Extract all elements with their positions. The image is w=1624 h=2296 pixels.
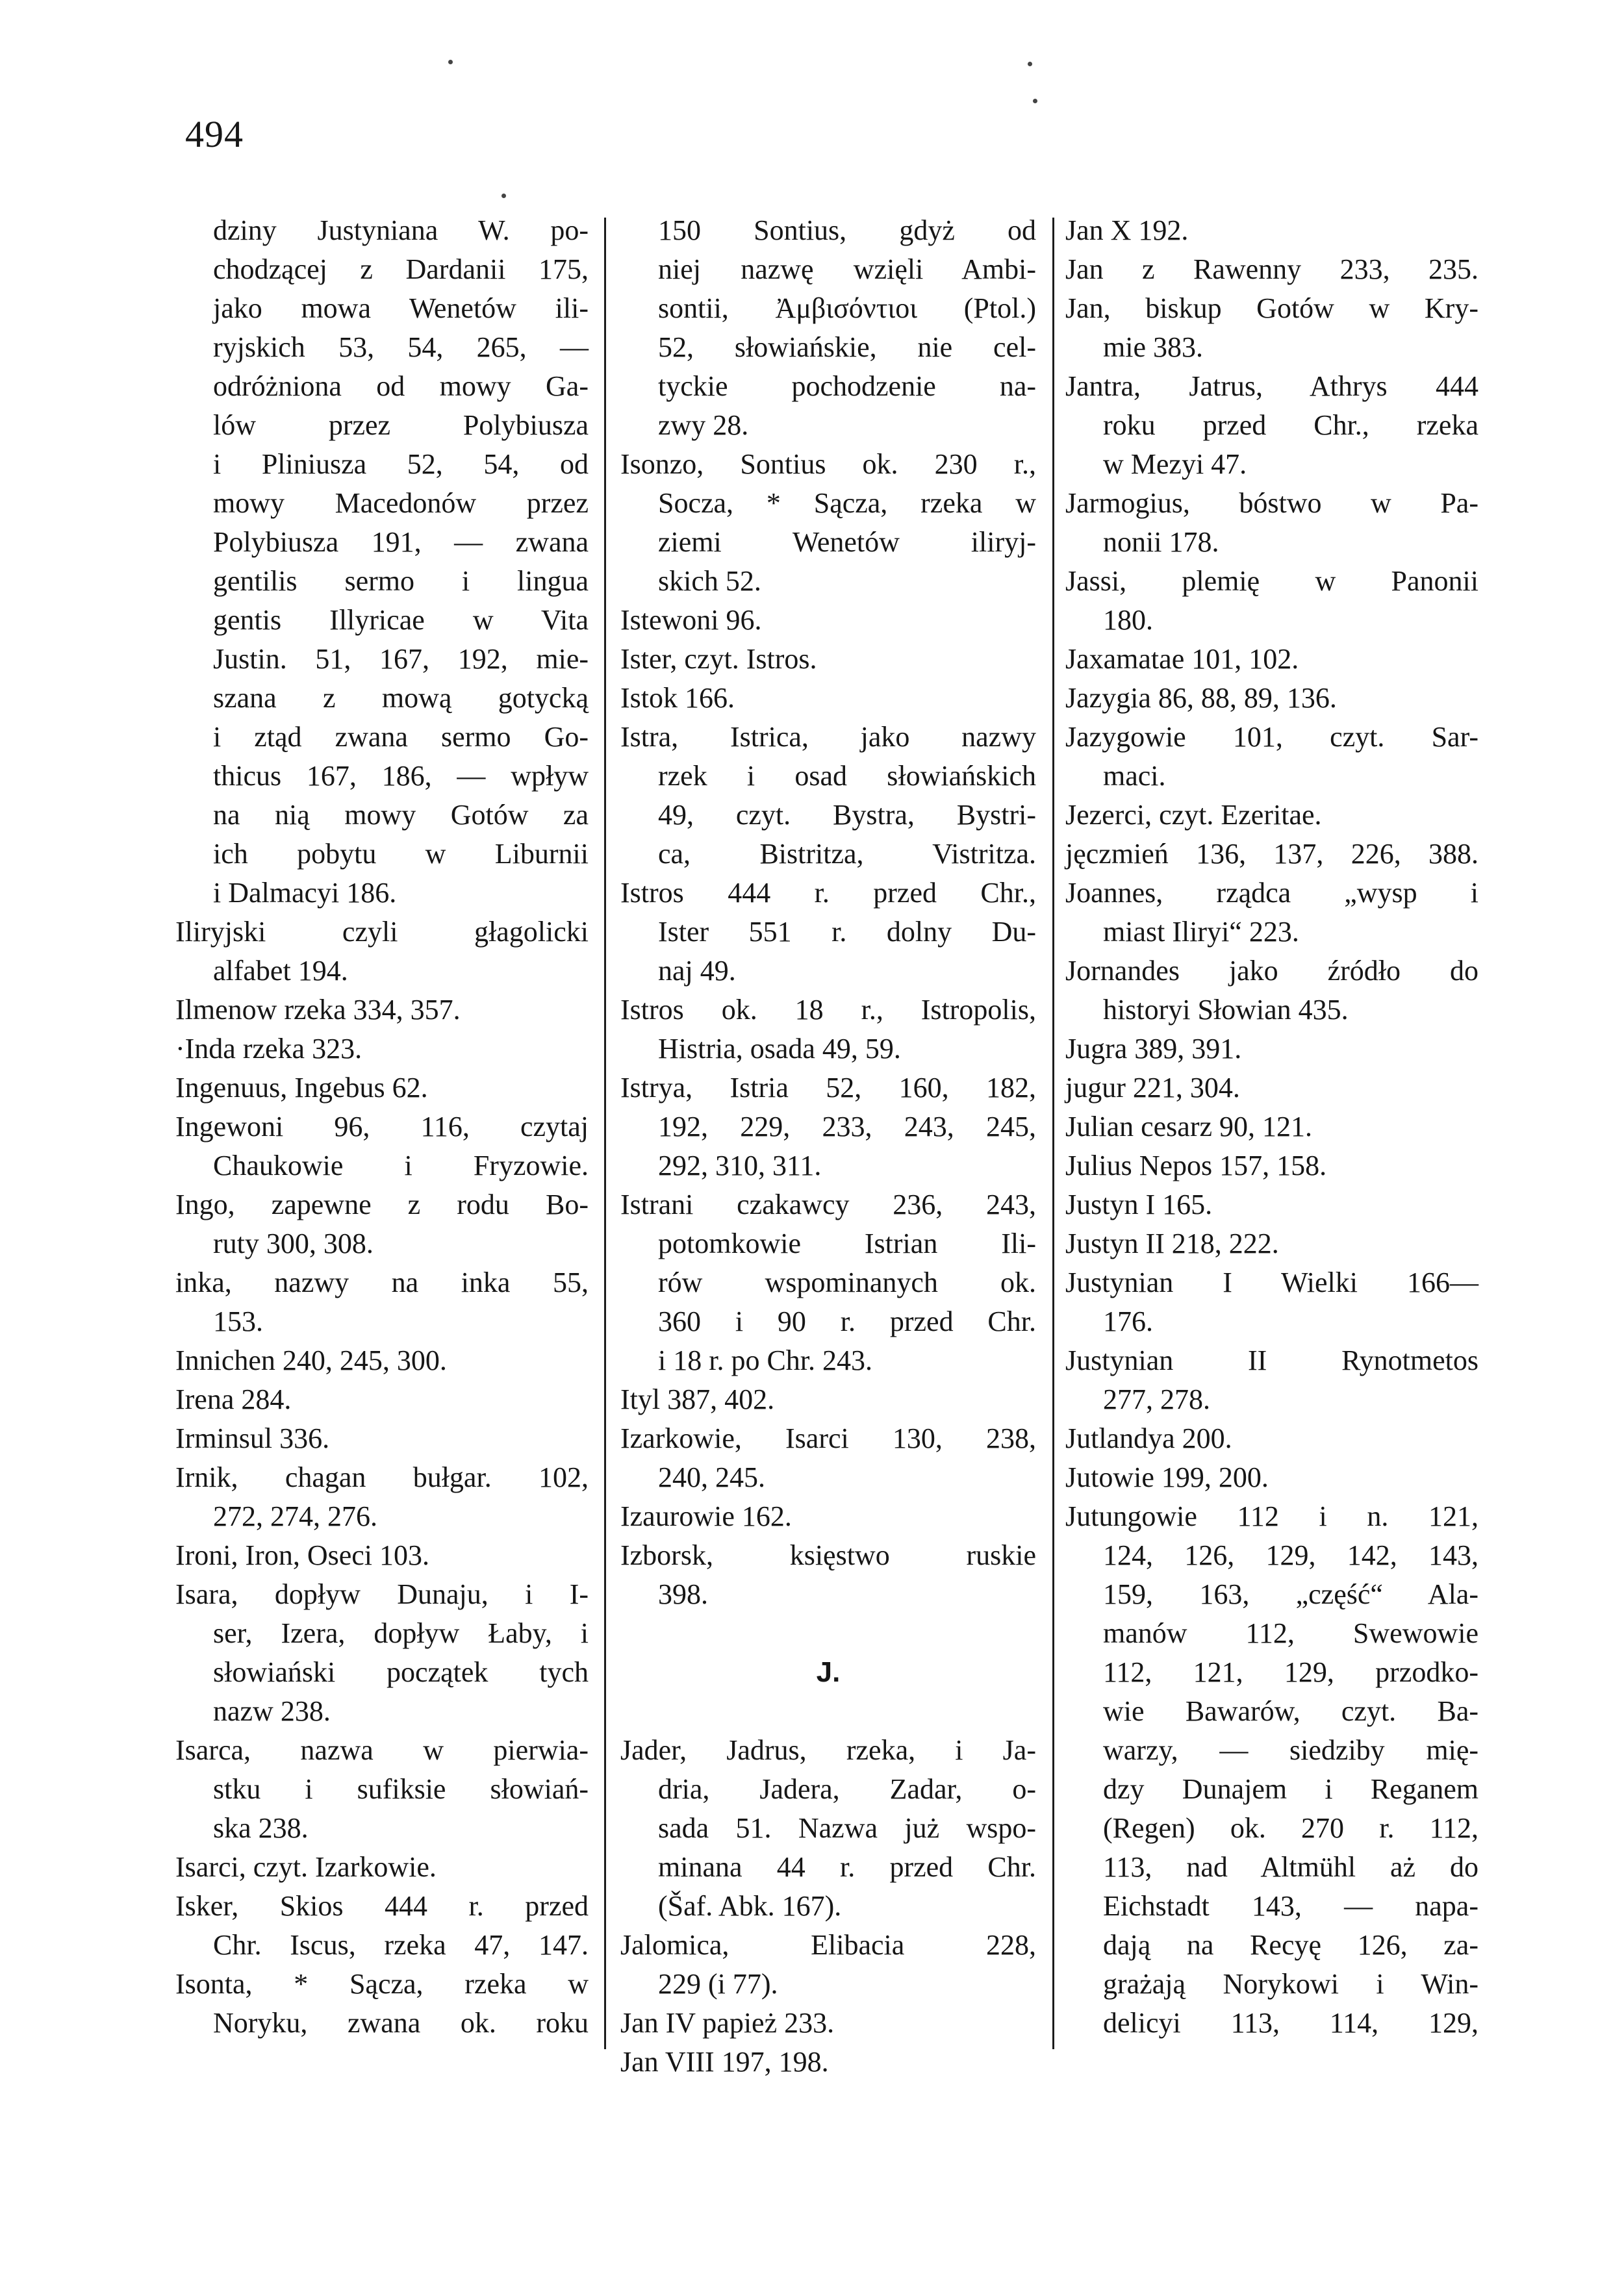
index-line: 113, nad Altmühl aż do	[1103, 1851, 1478, 1883]
index-column-1	[175, 211, 589, 2043]
index-line: szana z mową gotycką	[213, 682, 589, 714]
index-line: mowy Macedonów przez	[213, 487, 589, 519]
index-line: Chr. Iscus, rzeka 47, 147.	[213, 1929, 589, 1961]
index-line: ca, Bistritza, Vistritza.	[658, 838, 1036, 870]
index-line: Julius Nepos 157, 158.	[1065, 1150, 1327, 1181]
index-line: (Regen) ok. 270 r. 112,	[1103, 1812, 1478, 1844]
index-line: miast Iliryi“ 223.	[1103, 916, 1299, 948]
index-line: niej nazwę wzięli Ambi-	[658, 253, 1036, 285]
index-line: mie 383.	[1103, 331, 1203, 363]
index-line: Julian cesarz 90, 121.	[1065, 1111, 1312, 1142]
index-line: Ister 551 r. dolny Du-	[658, 916, 1036, 948]
index-line: Ingenuus, Ingebus 62.	[175, 1072, 428, 1104]
index-line: Chaukowie i Fryzowie.	[213, 1150, 589, 1181]
blank-line	[620, 1614, 1036, 1653]
index-line: zwy 28.	[658, 409, 749, 441]
index-line: dziny Justyniana W. po-	[213, 214, 589, 246]
index-line: 150 Sontius, gdyż od	[658, 214, 1036, 246]
speck	[1028, 62, 1032, 66]
index-line: 272, 274, 276.	[213, 1500, 377, 1532]
index-line: i Pliniusza 52, 54, od	[213, 448, 589, 480]
index-line: Jassi, plemię w Panonii	[1065, 565, 1478, 597]
index-line: wie Bawarów, czyt. Ba-	[1103, 1695, 1478, 1727]
index-line: Histria, osada 49, 59.	[658, 1033, 901, 1065]
index-line: nazw 238.	[213, 1695, 331, 1727]
index-line: Izaurowie 162.	[620, 1500, 792, 1532]
index-line: grażają Norykowi i Win-	[1103, 1968, 1478, 2000]
index-line: gentis Illyricae w Vita	[213, 604, 589, 636]
index-column-3	[1065, 211, 1478, 2043]
index-line: 360 i 90 r. przed Chr.	[658, 1306, 1036, 1337]
index-line: 192, 229, 233, 243, 245,	[658, 1111, 1036, 1142]
index-line: Jan, biskup Gotów w Kry-	[1065, 292, 1478, 324]
index-line: skich 52.	[658, 565, 761, 597]
index-line: ryjskich 53, 54, 265, —	[213, 331, 589, 363]
index-line: Jornandes jako źródło do	[1065, 955, 1478, 987]
index-line: manów 112, Swewowie	[1103, 1617, 1478, 1649]
index-line: Izborsk, księstwo ruskie	[620, 1539, 1036, 1571]
index-line: Isara, dopływ Dunaju, i I-	[175, 1578, 589, 1610]
index-line: Jan z Rawenny 233, 235.	[1065, 253, 1478, 285]
index-line: Isonta, * Sącza, rzeka w	[175, 1968, 589, 2000]
index-line: delicyi 113, 114, 129,	[1103, 2007, 1478, 2039]
page-number: 494	[185, 113, 244, 155]
index-line: chodzącej z Dardanii 175,	[213, 253, 589, 285]
index-line: Jalomica, Elibacia 228,	[620, 1929, 1036, 1961]
index-line: Justynian I Wielki 166—	[1065, 1267, 1478, 1298]
index-line: Justin. 51, 167, 192, mie-	[213, 643, 589, 675]
index-line: ser, Izera, dopływ Łaby, i	[213, 1617, 589, 1649]
index-line: Ingewoni 96, 116, czytaj	[175, 1111, 589, 1142]
index-line: 180.	[1103, 604, 1153, 636]
index-line: maci.	[1103, 760, 1166, 792]
index-line: inka, nazwy na inka 55,	[175, 1267, 589, 1298]
index-line: sada 51. Nazwa już wspo-	[658, 1812, 1036, 1844]
blank-line	[620, 1692, 1036, 1731]
index-line: ziemi Wenetów iliryj-	[658, 526, 1036, 558]
index-line: Justyn I 165.	[1065, 1189, 1213, 1220]
index-line: i Dalmacyi 186.	[213, 877, 397, 909]
index-line: Justynian II Rynotmetos	[1065, 1344, 1478, 1376]
index-line: Jutowie 199, 200.	[1065, 1461, 1269, 1493]
index-line: warzy, — siedziby mię-	[1103, 1734, 1478, 1766]
column-rule	[604, 218, 606, 2049]
index-line: Istrya, Istria 52, 160, 182,	[620, 1072, 1036, 1104]
index-line: historyi Słowian 435.	[1103, 994, 1349, 1026]
index-line: sontii, Ἀμβισόντιοι (Ptol.)	[658, 292, 1036, 324]
index-line: 124, 126, 129, 142, 143,	[1103, 1539, 1478, 1571]
index-line: rzek i osad słowiańskich	[658, 760, 1036, 792]
index-line: Jazygia 86, 88, 89, 136.	[1065, 682, 1337, 714]
index-line: Polybiusza 191, — zwana	[213, 526, 589, 558]
index-line: Socza, * Sącza, rzeka w	[658, 487, 1036, 519]
index-line: tyckie pochodzenie na-	[658, 370, 1036, 402]
speck	[1033, 99, 1037, 103]
section-heading: J.	[816, 1656, 841, 1688]
index-line: ·Inda rzeka 323.	[175, 1033, 362, 1065]
index-line: 398.	[658, 1578, 708, 1610]
index-line: Jarmogius, bóstwo w Pa-	[1065, 487, 1478, 519]
index-line: minana 44 r. przed Chr.	[658, 1851, 1036, 1883]
index-line: Jan X 192.	[1065, 214, 1189, 246]
index-line: 49, czyt. Bystra, Bystri-	[658, 799, 1036, 831]
index-line: Istrani czakawcy 236, 243,	[620, 1189, 1036, 1220]
index-line: i 18 r. po Chr. 243.	[658, 1344, 873, 1376]
index-line: na nią mowy Gotów za	[213, 799, 589, 831]
index-line: potomkowie Istrian Ili-	[658, 1228, 1036, 1259]
index-line: ska 238.	[213, 1812, 309, 1844]
index-line: stku i sufiksie słowiań-	[213, 1773, 589, 1805]
index-line: Istewoni 96.	[620, 604, 762, 636]
index-line: Irena 284.	[175, 1383, 292, 1415]
index-line: dzy Dunajem i Reganem	[1103, 1773, 1478, 1805]
index-line: Innichen 240, 245, 300.	[175, 1344, 447, 1376]
index-column-2	[620, 211, 1036, 2082]
index-line: i ztąd zwana sermo Go-	[213, 721, 589, 753]
index-line: Iliryjski czyli głagolicki	[175, 916, 589, 948]
index-line: thicus 167, 186, — wpływ	[213, 760, 589, 792]
index-line: Jutungowie 112 i n. 121,	[1065, 1500, 1478, 1532]
index-line: ruty 300, 308.	[213, 1228, 374, 1259]
index-line: Isker, Skios 444 r. przed	[175, 1890, 589, 1922]
index-line: słowiański początek tych	[213, 1656, 589, 1688]
index-line: Irnik, chagan bułgar. 102,	[175, 1461, 589, 1493]
speck	[501, 194, 506, 198]
index-line: Istros 444 r. przed Chr.,	[620, 877, 1036, 909]
index-line: Izarkowie, Isarci 130, 238,	[620, 1422, 1036, 1454]
index-line: Eichstadt 143, — napa-	[1103, 1890, 1478, 1922]
index-line: gentilis sermo i lingua	[213, 565, 589, 597]
index-line: jako mowa Wenetów ili-	[213, 292, 589, 324]
index-line: 240, 245.	[658, 1461, 765, 1493]
index-line: Ingo, zapewne z rodu Bo-	[175, 1189, 589, 1220]
index-line: 229 (i 77).	[658, 1968, 778, 2000]
index-line: Ister, czyt. Istros.	[620, 643, 817, 675]
index-line: Noryku, zwana ok. roku	[213, 2007, 589, 2039]
index-line: Jantra, Jatrus, Athrys 444	[1065, 370, 1478, 402]
index-line: Ityl 387, 402.	[620, 1383, 775, 1415]
index-line: 277, 278.	[1103, 1383, 1210, 1415]
index-line: Isarca, nazwa w pierwia-	[175, 1734, 589, 1766]
index-line: Jader, Jadrus, rzeka, i Ja-	[620, 1734, 1036, 1766]
index-line: Jugra 389, 391.	[1065, 1033, 1242, 1065]
index-line: 153.	[213, 1306, 263, 1337]
index-line: Joannes, rządca „wysp i	[1065, 877, 1478, 909]
index-line: Jaxamatae 101, 102.	[1065, 643, 1299, 675]
index-line: naj 49.	[658, 955, 736, 987]
index-line: dria, Jadera, Zadar, o-	[658, 1773, 1036, 1805]
index-line: 159, 163, „część“ Ala-	[1103, 1578, 1478, 1610]
index-line: nonii 178.	[1103, 526, 1219, 558]
index-line: 176.	[1103, 1306, 1153, 1337]
index-line: 52, słowiańskie, nie cel-	[658, 331, 1036, 363]
index-line: Ilmenow rzeka 334, 357.	[175, 994, 461, 1026]
index-line: dają na Recyę 126, za-	[1103, 1929, 1478, 1961]
index-line: 292, 310, 311.	[658, 1150, 822, 1181]
index-line: lów przez Polybiusza	[213, 409, 589, 441]
index-line: Istra, Istrica, jako nazwy	[620, 721, 1036, 753]
index-line: Jan VIII 197, 198.	[620, 2046, 829, 2078]
index-line: Istok 166.	[620, 682, 735, 714]
index-line: jęczmień 136, 137, 226, 388.	[1065, 838, 1478, 870]
speck	[448, 60, 453, 64]
index-line: Jutlandya 200.	[1065, 1422, 1232, 1454]
index-line: ich pobytu w Liburnii	[213, 838, 589, 870]
index-line: Irminsul 336.	[175, 1422, 330, 1454]
index-line: alfabet 194.	[213, 955, 348, 987]
index-line: rów wspominanych ok.	[658, 1267, 1036, 1298]
index-line: Jan IV papież 233.	[620, 2007, 835, 2039]
column-rule	[1052, 218, 1054, 2049]
index-line: odróżniona od mowy Ga-	[213, 370, 589, 402]
index-line: w Mezyi 47.	[1103, 448, 1247, 480]
index-line: (Šaf. Abk. 167).	[658, 1890, 842, 1922]
index-line: 112, 121, 129, przodko-	[1103, 1656, 1478, 1688]
index-line: Ironi, Iron, Oseci 103.	[175, 1539, 430, 1571]
index-line: Jazygowie 101, czyt. Sar-	[1065, 721, 1478, 753]
index-line: Justyn II 218, 222.	[1065, 1228, 1279, 1259]
index-line: Isarci, czyt. Izarkowie.	[175, 1851, 437, 1883]
index-line: Jezerci, czyt. Ezeritae.	[1065, 799, 1322, 831]
index-line: Isonzo, Sontius ok. 230 r.,	[620, 448, 1036, 480]
index-line: jugur 221, 304.	[1065, 1072, 1240, 1104]
index-line: Istros ok. 18 r., Istropolis,	[620, 994, 1036, 1026]
index-line: roku przed Chr., rzeka	[1103, 409, 1478, 441]
